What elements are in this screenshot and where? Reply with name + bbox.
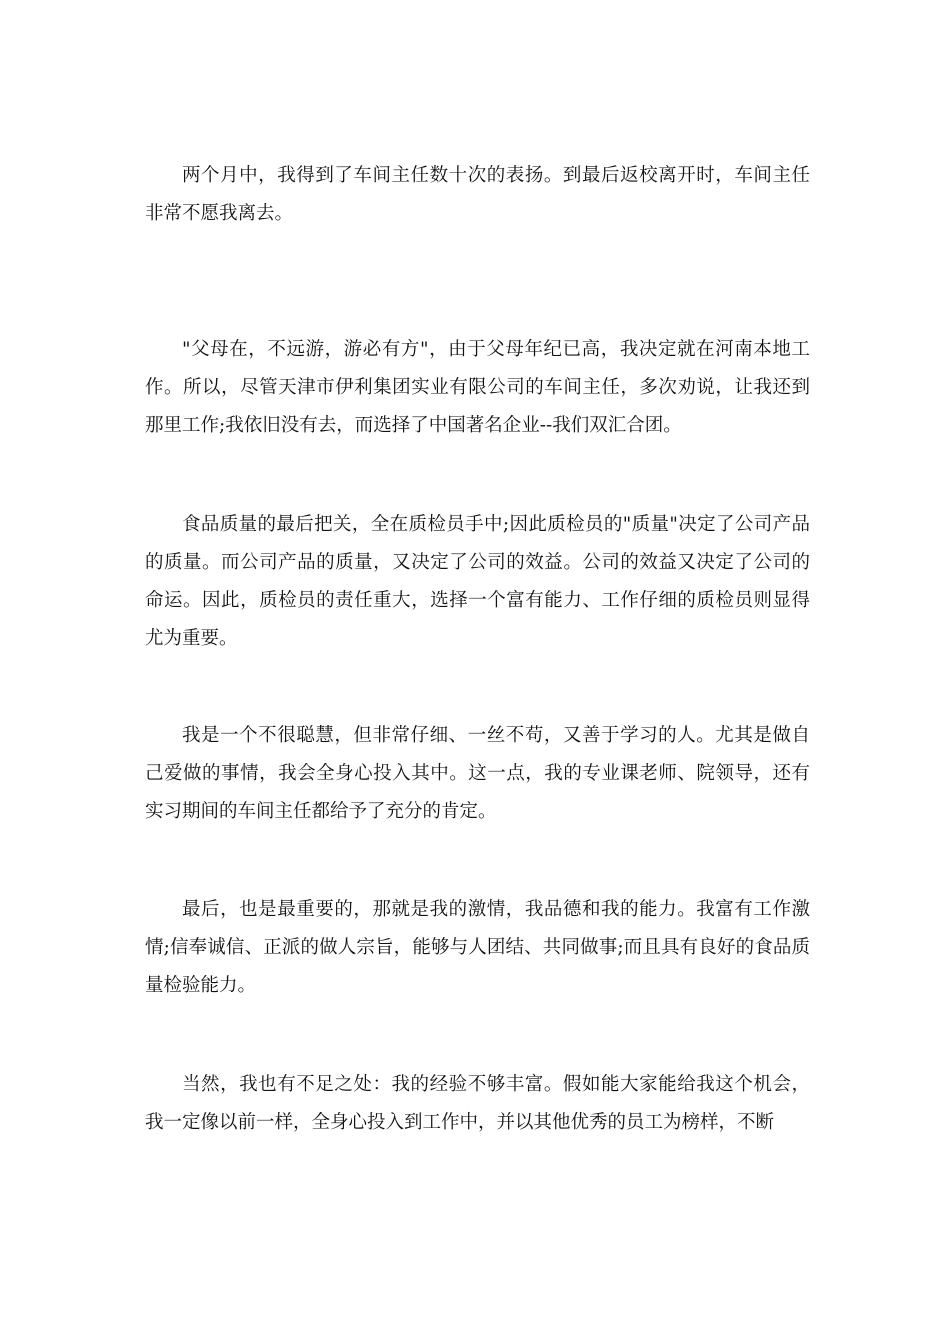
paragraph-passion: 最后，也是最重要的，那就是我的激情，我品德和我的能力。我富有工作激情;信奉诚信、正派的做人宗旨，能够与人团结、共同做事;而且具有良好的食品质量检验能力。 <box>145 899 810 996</box>
paragraph-shortcomings: 当然，我也有不足之处：我的经验不够丰富。假如能大家能给我这个机会，我一定像以前一样，全身心投入到工作中，并以其他优秀的员工为榜样，不断 <box>145 1074 810 1133</box>
paragraph-parents: "父母在，不远游，游必有方"，由于父母年纪已高，我决定就在河南本地工作。所以，尽管天津市伊利集团实业有限公司的车间主任，多次劝说，让我还到那里工作;我依旧没有去，而选择了中国著名企业--我们双汇合团。 <box>145 339 810 436</box>
paragraph-character: 我是一个不很聪慧，但非常仔细、一丝不苟，又善于学习的人。尤其是做自己爱做的事情，我会全身心投入其中。这一点，我的专业课老师、院领导，还有实习期间的车间主任都给予了充分的肯定。 <box>145 725 810 822</box>
paragraph-quality: 食品质量的最后把关，全在质检员手中;因此质检员的"质量"决定了公司产品的质量。而公司产品的质量，又决定了公司的效益。公司的效益又决定了公司的命运。因此，质检员的责任重大，选择一个富有能力、工作仔细的质检员则显得尤为重要。 <box>145 514 810 649</box>
paragraph-praise: 两个月中，我得到了车间主任数十次的表扬。到最后返校离开时，车间主任非常不愿我离去。 <box>145 165 810 224</box>
